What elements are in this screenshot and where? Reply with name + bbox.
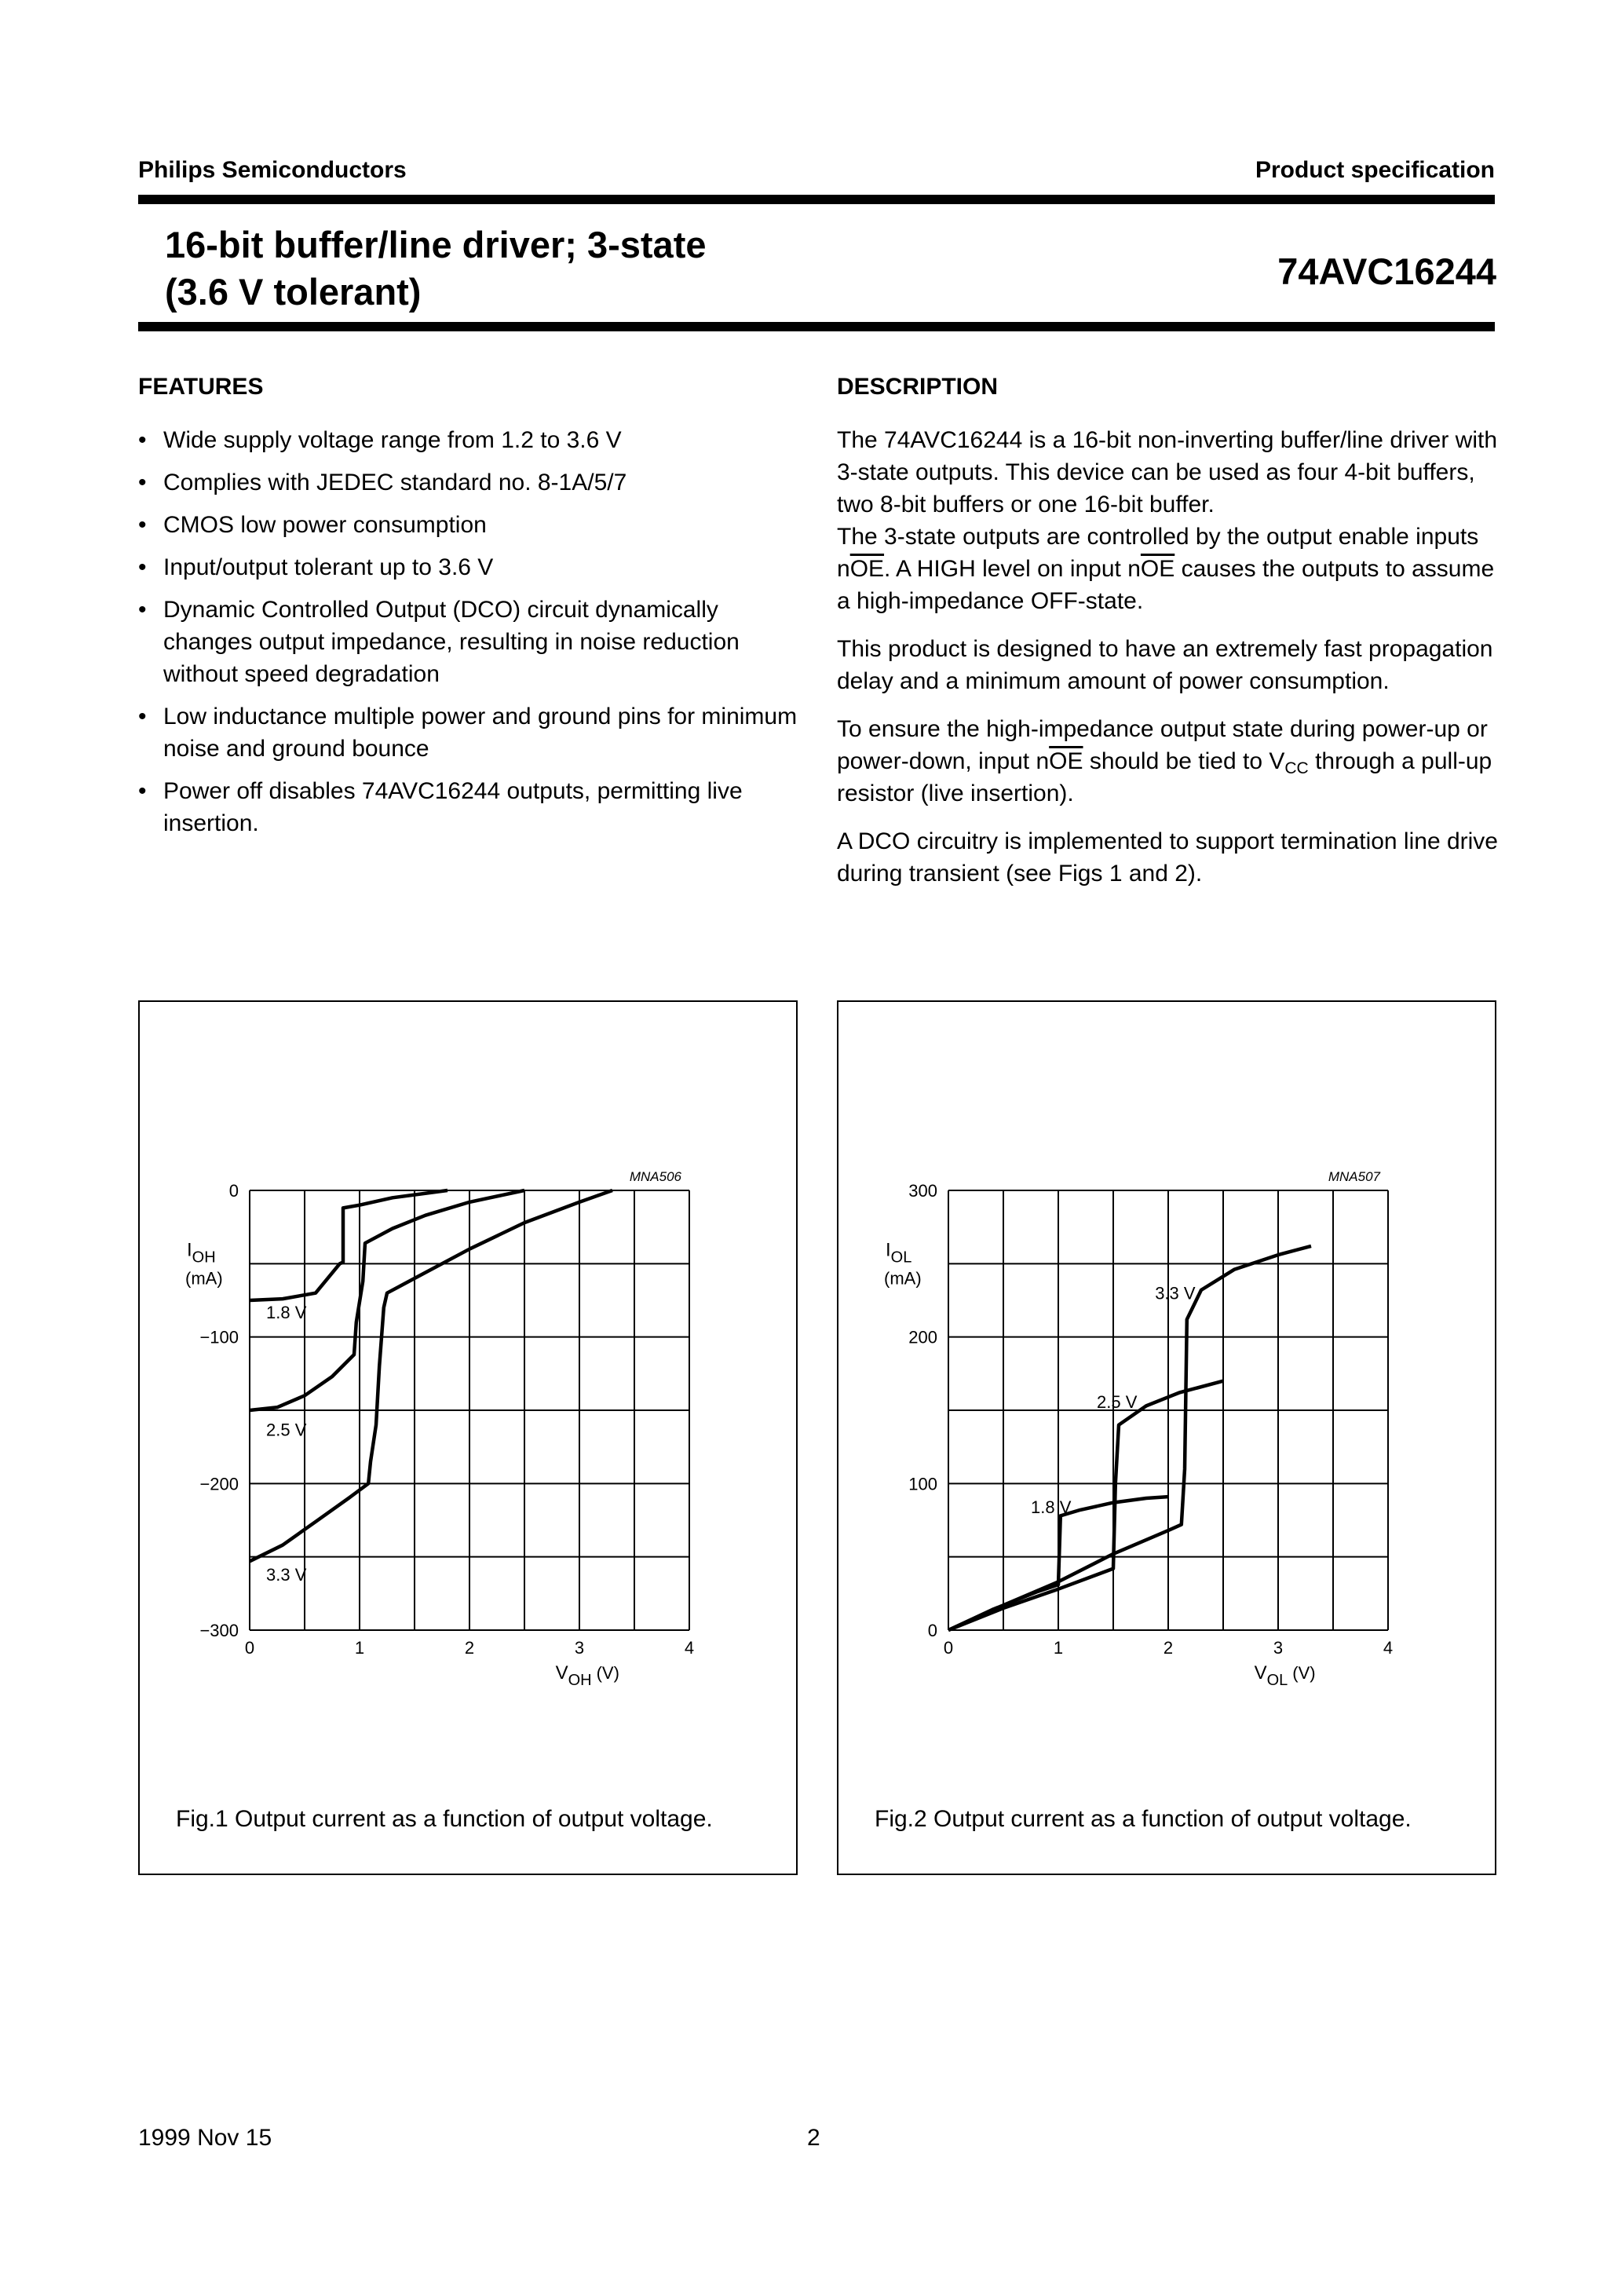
description-body [837, 424, 1504, 890]
features-section [138, 374, 798, 850]
bullet: • [138, 470, 147, 495]
x-axis-label [556, 1662, 619, 1689]
x-axis-label-main: V [555, 1662, 568, 1684]
series-line [250, 1190, 448, 1300]
description-paragraph-4: A DCO circuitry is implemented to support termination line drive during transient (see Figs 1 and 2). [837, 828, 1498, 887]
list-item [138, 466, 798, 499]
feature-text: Low inductance multiple power and ground pins for minimum noise and ground bounce [163, 704, 798, 762]
desc-p1a: The 74AVC16244 is a 16-bit non-inverting buffer/line driver with 3-state outputs. This device can be used as four 4-bit buffers, two 8-bit buffers or one 16-bit buffer. [837, 427, 1498, 517]
bullet: • [138, 778, 147, 804]
description-paragraph-1 [837, 424, 1504, 617]
list-item [138, 424, 798, 456]
figure-2-box [837, 1000, 1496, 1875]
figure-2-caption: Fig.2 Output current as a function of output voltage. [875, 1806, 1412, 1832]
features-heading: FEATURES [138, 374, 264, 400]
y-tick-label: 300 [908, 1181, 937, 1201]
oe-signal: $\overline{OE}$ [1140, 556, 1175, 582]
series-label: 1.8 V [1031, 1497, 1072, 1518]
figure-1-box [138, 1000, 798, 1875]
figure-1-caption: Fig.1 Output current as a function of output voltage. [176, 1806, 713, 1832]
x-axis-label-main: V [1254, 1662, 1267, 1684]
bullet: • [138, 512, 147, 538]
y-axis-label-sub: OL [890, 1249, 912, 1267]
series-label: 1.8 V [266, 1302, 307, 1322]
oe-signal: $\overline{OE}$ [1049, 748, 1083, 774]
x-tick-label: 1 [354, 1638, 365, 1658]
y-axis-label [187, 1239, 216, 1266]
x-tick-label: 3 [1273, 1638, 1284, 1658]
description-paragraph-2: This product is designed to have an extremely fast propagation delay and a minimum amount of power consumption. [837, 636, 1493, 694]
feature-text: Complies with JEDEC standard no. 8-1A/5/7 [163, 470, 627, 495]
figure-id-label: MNA506 [629, 1169, 681, 1184]
list-item [138, 775, 798, 839]
x-tick-label: 3 [574, 1638, 585, 1658]
bullet: • [138, 597, 147, 623]
x-tick-label: 0 [244, 1638, 255, 1658]
vcc-subscript: CC [1284, 759, 1309, 777]
x-tick-label: 1 [1053, 1638, 1064, 1658]
doc-title [165, 221, 707, 316]
description-heading: DESCRIPTION [837, 374, 999, 400]
feature-text: Input/output tolerant up to 3.6 V [163, 554, 494, 580]
series-label: 3.3 V [1155, 1283, 1196, 1303]
series-label: 2.5 V [1097, 1391, 1138, 1412]
y-tick-label: −300 [199, 1621, 239, 1640]
series-label: 2.5 V [266, 1420, 307, 1440]
bullet: • [138, 704, 147, 729]
feature-text: Power off disables 74AVC16244 outputs, permitting live insertion. [163, 778, 743, 836]
y-axis-label-main: I [886, 1239, 891, 1261]
figure-id-label: MNA507 [1328, 1169, 1380, 1184]
x-axis-label-sub: OL [1266, 1672, 1288, 1689]
desc-p3-pre: To ensure the high-impedance output state during power-up or power-down, input n [837, 716, 1488, 774]
desc-p1b-pre: The 3-state outputs are controlled by the output enable inputs n [837, 524, 1479, 582]
desc-p1b-mid: . A HIGH level on input n [884, 556, 1141, 582]
footer-date: 1999 Nov 15 [138, 2125, 272, 2151]
bullet: • [138, 554, 147, 580]
x-tick-label: 0 [943, 1638, 954, 1658]
footer-page-number: 2 [807, 2125, 820, 2151]
figure-2-chart [838, 1002, 1495, 1787]
x-tick-label: 2 [464, 1638, 475, 1658]
x-axis-label [1255, 1662, 1316, 1689]
figure-1-chart [140, 1002, 796, 1787]
description-section [837, 374, 1504, 905]
x-tick-label: 4 [684, 1638, 695, 1658]
y-tick-label: −200 [199, 1474, 239, 1494]
desc-p3-post: through a pull-up resistor (live insertion). [837, 748, 1492, 806]
desc-p1b-post: causes the outputs to assume a high-impedance OFF-state. [837, 556, 1495, 614]
list-item [138, 509, 798, 541]
feature-text: Dynamic Controlled Output (DCO) circuit dynamically changes output impedance, resulting in noise reduction without speed degradation [163, 597, 740, 687]
part-number: 74AVC16244 [1277, 250, 1496, 292]
y-axis-label-main: I [187, 1239, 192, 1261]
x-axis-unit: (V) [596, 1663, 619, 1683]
oe-signal: $\overline{OE}$ [849, 556, 885, 582]
y-axis-unit: (mA) [185, 1268, 223, 1289]
x-tick-label: 4 [1383, 1638, 1394, 1658]
y-tick-label: 0 [927, 1621, 937, 1640]
feature-text: CMOS low power consumption [163, 512, 487, 538]
description-paragraph-3 [837, 713, 1504, 810]
desc-p3-mid: should be tied to V [1083, 748, 1285, 774]
x-tick-label: 2 [1163, 1638, 1174, 1658]
list-item [138, 594, 798, 690]
list-item [138, 551, 798, 583]
y-tick-label: −100 [199, 1327, 239, 1347]
y-tick-label: 0 [228, 1181, 239, 1201]
doc-type: Product specification [1255, 157, 1495, 183]
x-axis-unit: (V) [1292, 1663, 1316, 1683]
header-rule-top [138, 195, 1495, 204]
y-axis-label-sub: OH [192, 1249, 216, 1267]
list-item [138, 700, 798, 765]
y-axis-label [886, 1239, 911, 1266]
y-axis-unit: (mA) [884, 1268, 922, 1289]
y-tick-label: 200 [908, 1327, 937, 1347]
company-name: Philips Semiconductors [138, 157, 407, 183]
x-axis-label-sub: OH [568, 1672, 592, 1689]
series-label: 3.3 V [266, 1565, 307, 1585]
header-rule-bottom [138, 322, 1495, 331]
features-list [138, 424, 798, 839]
doc-title-line2: (3.6 V tolerant) [165, 271, 422, 313]
feature-text: Wide supply voltage range from 1.2 to 3.6 V [163, 427, 622, 453]
bullet: • [138, 427, 147, 453]
y-tick-label: 100 [908, 1474, 937, 1494]
doc-title-line1: 16-bit buffer/line driver; 3-state [165, 224, 707, 265]
